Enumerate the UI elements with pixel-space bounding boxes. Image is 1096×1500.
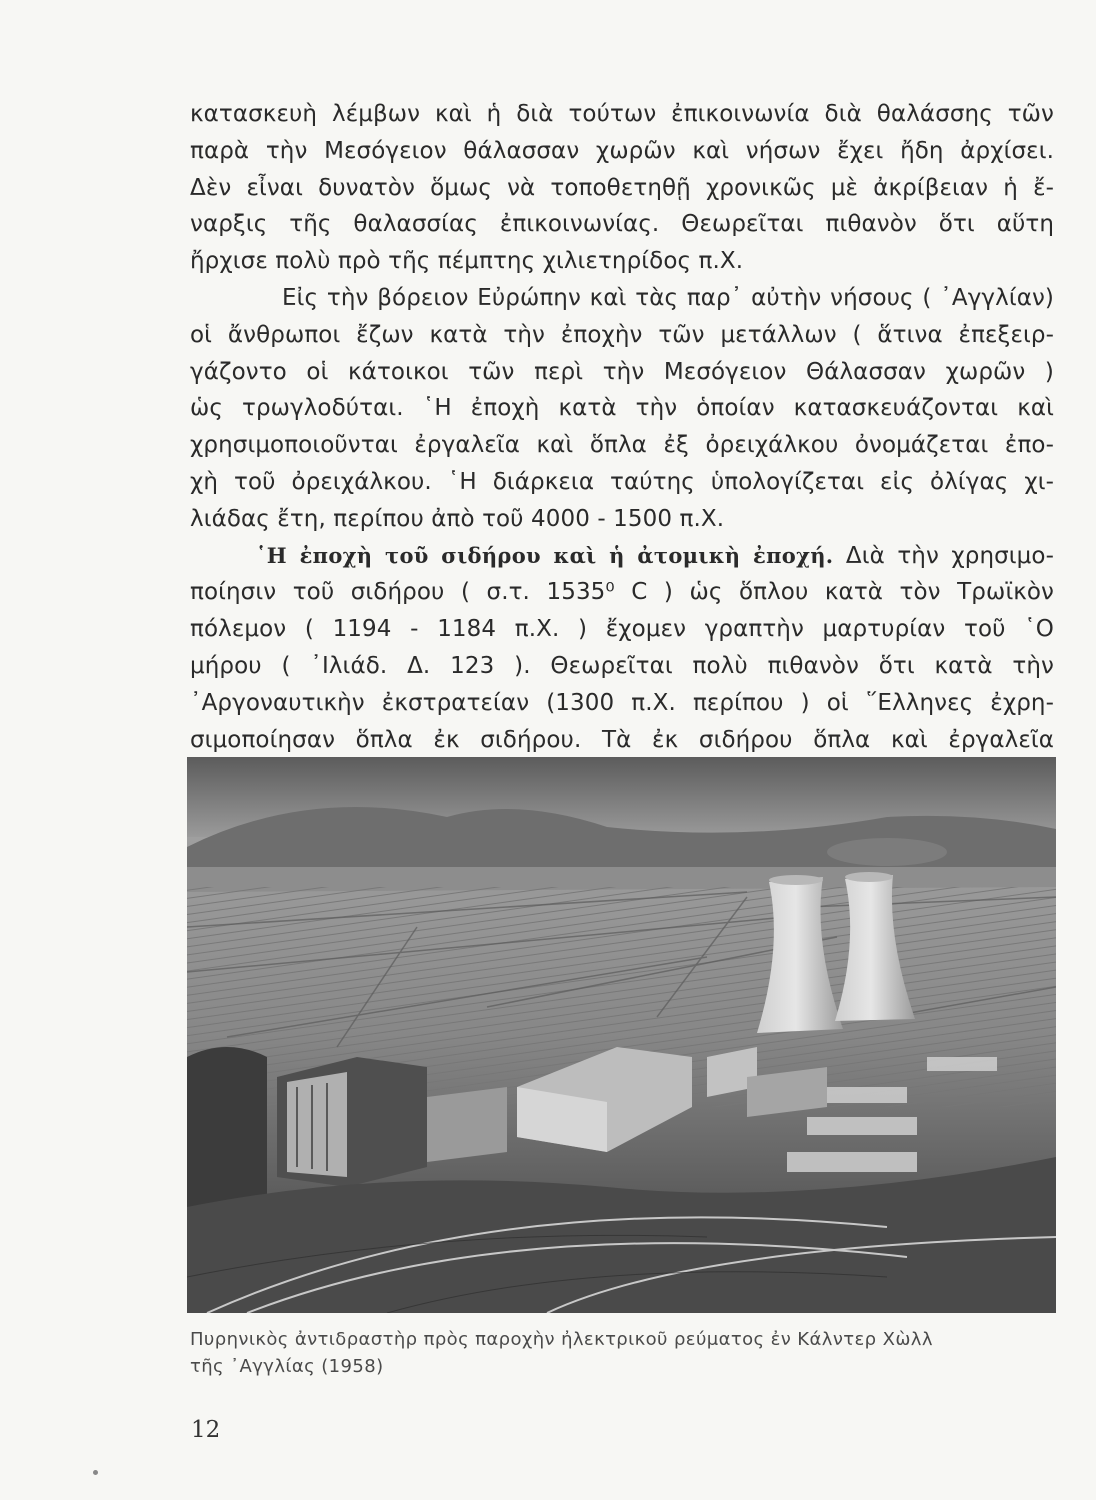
- text-line: οἱ ἄνθρωποι ἔζων κατὰ τὴν ἐποχὴν τῶν μετάλλων ( ἅτινα ἐπεξειρ-: [190, 321, 1054, 348]
- section-heading: ῾Η ἐποχὴ τοῦ σιδήρου καὶ ἡ ἀτομικὴ ἐποχή.: [256, 542, 834, 568]
- text-line: ὡς τρωγλοδύται. ῾Η ἐποχὴ κατὰ τὴν ὁποίαν κατασκευάζονται καὶ: [190, 395, 1054, 422]
- text-line: παρὰ τὴν Μεσόγειον θάλασσαν χωρῶν καὶ νήσων ἔχει ἤδη ἀρχίσει.: [190, 137, 1054, 164]
- text-line: ἤρχισε πολὺ πρὸ τῆς πέμπτης χιλιετηρίδος π.Χ.: [190, 248, 744, 275]
- heading-continuation: Διὰ τὴν χρησιμο-: [845, 542, 1054, 569]
- page-number: 12: [191, 1417, 221, 1443]
- text-line: λιάδας ἔτη, περίπου ἀπὸ τοῦ 4000 - 1500 π.Χ.: [190, 505, 725, 532]
- text-line: Δὲν εἶναι δυνατὸν ὅμως νὰ τοποθετηθῇ χρονικῶς μὲ ἀκρίβειαν ἡ ἔ-: [190, 174, 1054, 201]
- text-line: κατασκευὴ λέμβων καὶ ἡ διὰ τούτων ἐπικοινωνία διὰ θαλάσσης τῶν: [190, 101, 1054, 127]
- caption-line: τῆς ᾽Αγγλίας (1958): [190, 1356, 384, 1377]
- caption-line: Πυρηνικὸς ἀντιδραστὴρ πρὸς παροχὴν ἠλεκτρικοῦ ρεύματος ἐν Κάλντερ Χὼλλ: [190, 1329, 933, 1350]
- section-heading-line: [190, 538, 1054, 575]
- text-line: γάζοντο οἱ κάτοικοι τῶν περὶ τὴν Μεσόγειον Θάλασσαν χωρῶν ): [190, 358, 1054, 385]
- reactor-photograph: [187, 757, 1056, 1313]
- text-line: σιμοποίησαν ὅπλα ἐκ σιδήρου. Τὰ ἐκ σιδήρου ὅπλα καὶ ἐργαλεῖα: [190, 726, 1054, 753]
- text-line: Εἰς τὴν βόρειον Εὐρώπην καὶ τὰς παρ᾽ αὐτὴν νήσους ( ᾽Αγγλίαν): [282, 284, 1054, 311]
- text-line: ναρξις τῆς θαλασσίας ἐπικοινωνίας. Θεωρεῖται πιθανὸν ὅτι αὕτη: [190, 211, 1054, 238]
- print-speck: [93, 1470, 98, 1475]
- text-line: μήρου ( ᾽Ιλιάδ. Δ. 123 ). Θεωρεῖται πολὺ πιθανὸν ὅτι κατὰ τὴν: [190, 652, 1054, 679]
- text-line: ποίησιν τοῦ σιδήρου ( σ.τ. 1535⁰ C ) ὡς ὅπλου κατὰ τὸν Τρωϊκὸν: [190, 579, 1054, 606]
- text-line: πόλεμον ( 1194 - 1184 π.Χ. ) ἔχομεν γραπτὴν μαρτυρίαν τοῦ ῾Ο: [190, 616, 1054, 643]
- text-line: χρησιμοποιοῦνται ἐργαλεῖα καὶ ὅπλα ἐξ ὀρειχάλκου ὀνομάζεται ἐπο-: [190, 432, 1054, 459]
- body-text: [190, 96, 1054, 758]
- text-line: ᾽Αργοναυτικὴν ἐκστρατείαν (1300 π.Χ. περίπου ) οἱ ῞Ελληνες ἐχρη-: [190, 689, 1054, 716]
- photo-caption: [190, 1326, 1060, 1380]
- text-line: χὴ τοῦ ὀρειχάλκου. ῾Η διάρκεια ταύτης ὑπολογίζεται εἰς ὀλίγας χι-: [190, 468, 1054, 495]
